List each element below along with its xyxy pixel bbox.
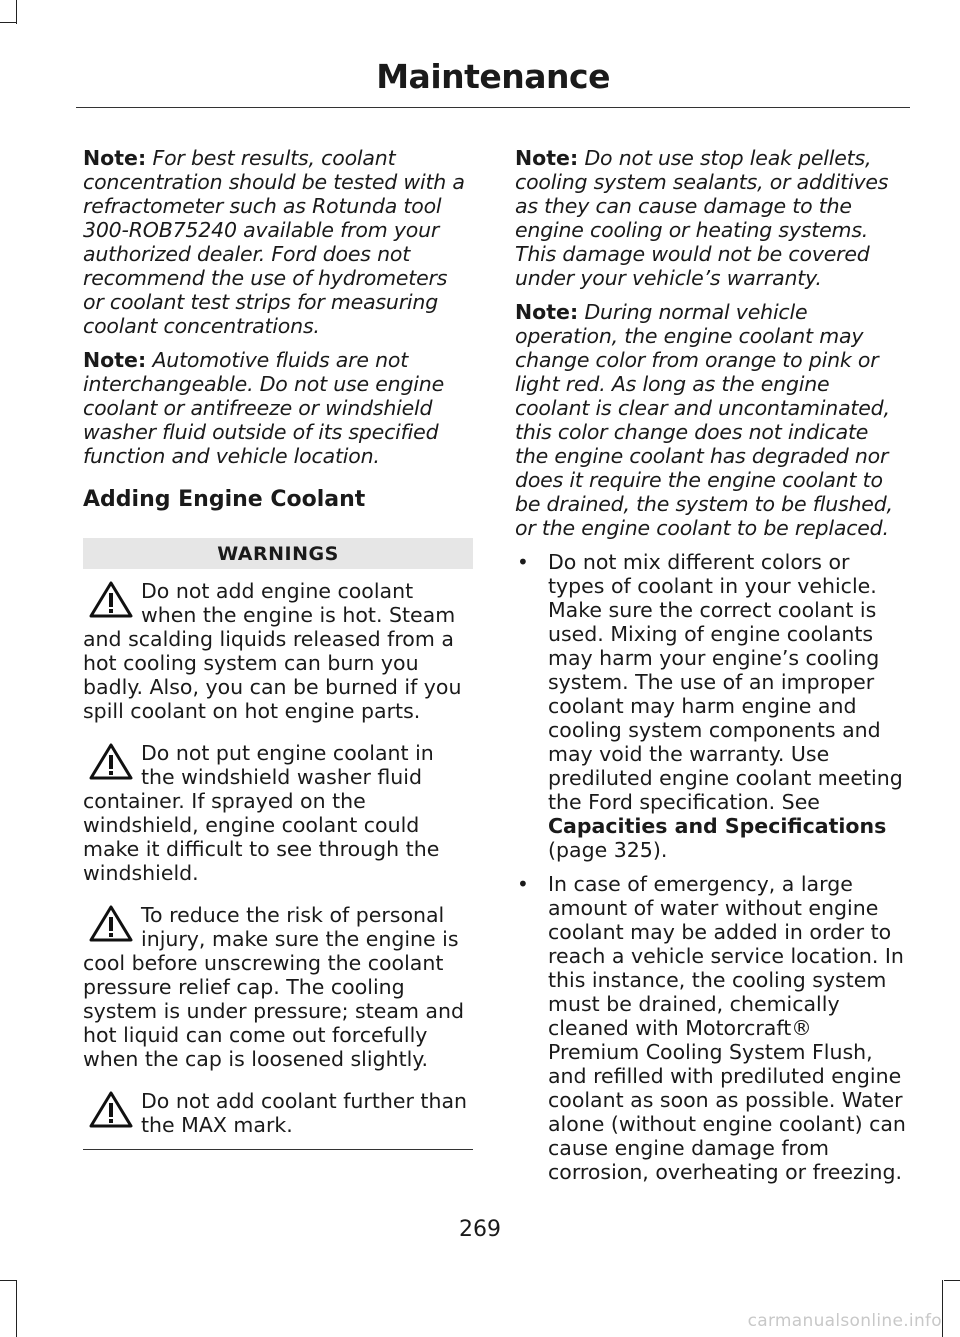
page-reference: (page 325). — [548, 838, 668, 862]
note-text: Do not use stop leak pellets, cooling system sealants, or additives as they can cause damage to the engine cooling or heating systems. This damage would not be covered under your vehicle’s warranty. — [515, 146, 889, 290]
warning-item — [83, 903, 473, 1071]
note-label: Note: — [515, 146, 579, 170]
header-divider — [76, 107, 910, 108]
note-text: Automotive fluids are not interchangeable. Do not use engine coolant or antifreeze or windshield washer fluid outside of its specified function and vehicle location. — [83, 348, 444, 468]
warning-triangle-icon — [89, 905, 133, 943]
crop-mark-top-left-h — [0, 22, 16, 23]
warnings-header: WARNINGS — [83, 538, 473, 569]
note-label: Note: — [83, 348, 147, 372]
warning-triangle-icon — [89, 743, 133, 781]
left-column — [83, 146, 473, 1150]
bullet-list — [515, 550, 907, 1184]
watermark: carmanualsonline.info — [747, 1311, 942, 1331]
warning-triangle-icon — [89, 1091, 133, 1129]
bullet-text: Do not mix different colors or types of coolant in your vehicle. Make sure the correct coolant is used. Mixing of engine coolants may harm your engine’s cooling system. The use of an improper coolant may harm engine and cooling system components and may void the warranty. Use prediluted engine coolant meeting the Ford specification. See — [548, 550, 903, 814]
note-label: Note: — [515, 300, 579, 324]
right-column — [515, 146, 907, 1194]
crop-mark-bottom-right-h — [944, 1280, 960, 1281]
note-fluids — [83, 348, 473, 468]
warning-item — [83, 579, 473, 723]
list-item — [515, 550, 907, 862]
warning-triangle-icon — [89, 581, 133, 619]
warning-text: To reduce the risk of personal injury, make sure the engine is cool before unscrewing the coolant pressure relief cap. The cooling system is under pressure; steam and hot liquid can come out forcefully when the cap is loosened slightly. — [83, 903, 464, 1071]
crop-mark-bottom-right-v — [942, 1280, 943, 1337]
note-coolant-testing — [83, 146, 473, 338]
warning-text: Do not add engine coolant when the engine is hot. Steam and scalding liquids released from a hot cooling system can burn you badly. Also, you can be burned if you spill coolant on hot engine parts. — [83, 579, 462, 723]
crop-mark-bottom-left-h — [0, 1280, 16, 1281]
page-header-title: Maintenance — [376, 57, 610, 96]
page-number: 269 — [459, 1217, 501, 1242]
bullet-glyph: • — [517, 872, 529, 896]
warning-text: Do not put engine coolant in the windshield washer fluid container. If sprayed on the windshield, engine coolant could make it difficult to see through the windshield. — [83, 741, 440, 885]
note-text: For best results, coolant concentration should be tested with a refractometer such as Rotunda tool 300-ROB75240 available from your authorized dealer. Ford does not recommend the use of hydrometers or coolant test strips for measuring coolant concentrations. — [83, 146, 465, 338]
crop-mark-top-left-v — [16, 0, 17, 24]
list-item — [515, 872, 907, 1184]
note-text: During normal vehicle operation, the engine coolant may change color from orange to pink or light red. As long as the engine coolant is clear and uncontaminated, this color change does not indicate the engine coolant has degraded nor does it require the engine coolant to be drained, the system to be flushed, or the engine coolant to be replaced. — [515, 300, 893, 540]
note-stop-leak — [515, 146, 907, 290]
warnings-end-divider — [83, 1149, 473, 1150]
note-color-change — [515, 300, 907, 540]
warning-item — [83, 741, 473, 885]
warning-item — [83, 1089, 473, 1137]
bullet-glyph: • — [517, 550, 529, 574]
section-heading: Adding Engine Coolant — [83, 487, 366, 512]
crop-mark-bottom-left-v — [16, 1280, 17, 1337]
bullet-text: In case of emergency, a large amount of water without engine coolant may be added in order to reach a vehicle service location. In this instance, the cooling system must be drained, chemically cleaned with Motorcraft® Premium Cooling System Flush, and refilled with prediluted engine coolant as soon as possible. Water alone (without engine coolant) can cause engine damage from corrosion, overheating or freezing. — [548, 872, 906, 1184]
note-label: Note: — [83, 146, 147, 170]
warning-text: Do not add coolant further than the MAX mark. — [141, 1089, 468, 1137]
capacities-specifications-link[interactable]: Capacities and Specifications — [548, 814, 887, 838]
